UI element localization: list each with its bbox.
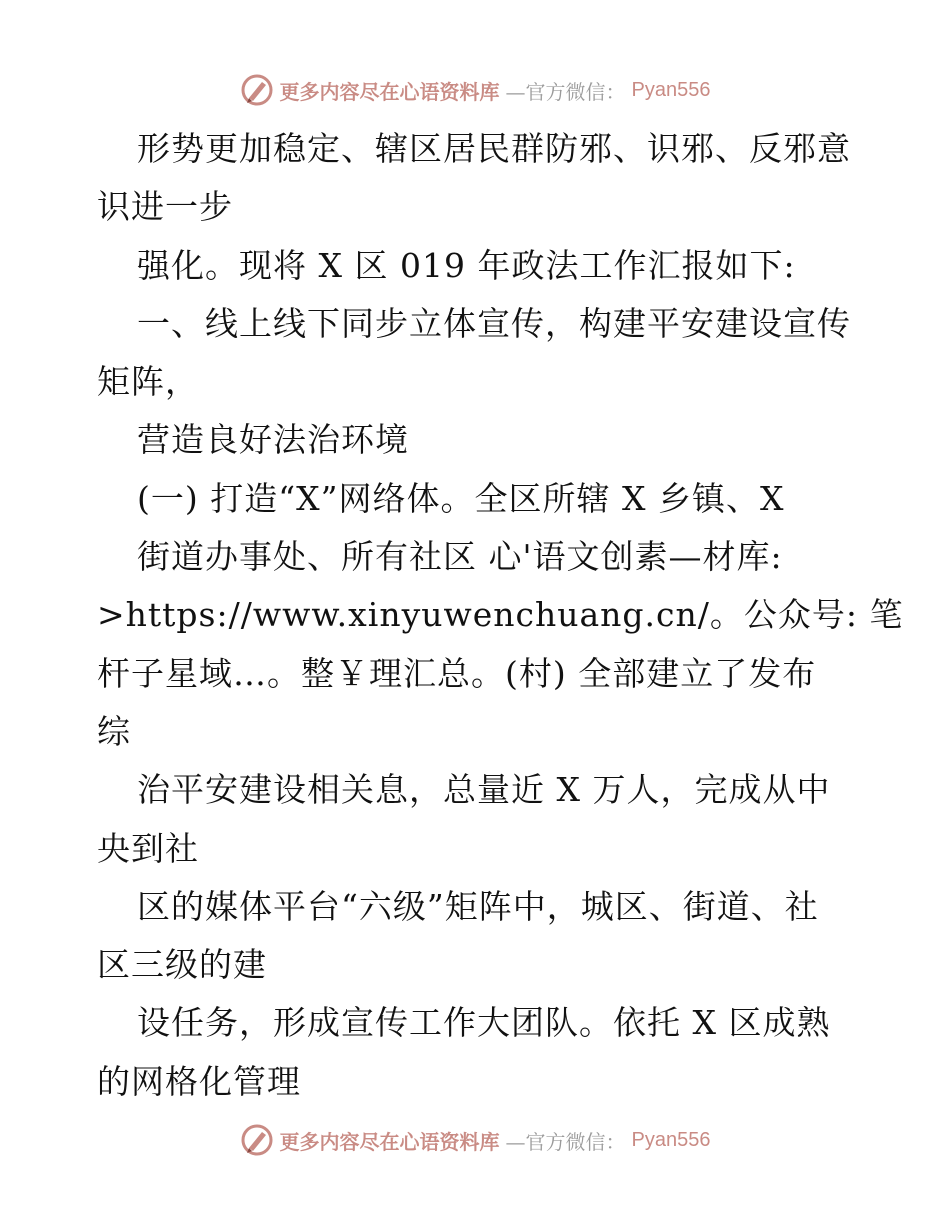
text-line: 识进一步 [97,187,233,227]
watermark-main-text: 更多内容尽在心语资料库 [279,1129,500,1154]
text-line: 街道办事处、所有社区 心'语文创素—材库: [137,537,783,577]
text-line: 矩阵， [97,362,199,402]
text-line: 央到社 [97,828,199,868]
text-line: 综 [97,711,131,751]
pen-logo-icon [240,1123,274,1157]
text-line: 营造良好法治环境 [137,420,409,460]
watermark-id-text: Pyan556 [631,78,711,101]
text-line: (一) 打造“X”网络体。全区所辖 X 乡镇、X [137,478,785,518]
watermark-id-text: Pyan556 [631,1128,711,1151]
watermark-main-text: 更多内容尽在心语资料库 [279,79,500,104]
text-line: 的网格化管理 [97,1061,301,1101]
text-line: 杆子星域…。整￥理汇总。(村) 全部建立了发布 [97,653,817,693]
text-line: 强化。现将 X 区 019 年政法工作汇报如下: [137,245,796,285]
text-line: 一、线上线下同步立体宣传，构建平安建设宣传 [137,303,851,343]
text-line: 形势更加稳定、辖区居民群防邪、识邪、反邪意 [137,129,851,168]
text-line: >https://www.xinyuwenchuang.cn/。公众号: 笔 [97,595,904,635]
text-line: 治平安建设相关息，总量近 X 万人，完成从中 [137,770,831,810]
text-line: 设任务，形成宣传工作大团队。依托 X 区成熟 [137,1003,831,1043]
text-line: 区的媒体平台“六级”矩阵中，城区、街道、社 [137,886,819,926]
watermark-header [0,70,950,110]
watermark-side-text: —官方微信： [505,79,626,104]
text-line: 区三级的建 [97,945,267,985]
document-body [97,120,904,1111]
pen-logo-icon [240,73,274,107]
watermark-side-text: —官方微信： [505,1129,626,1154]
watermark-footer [0,1120,950,1160]
